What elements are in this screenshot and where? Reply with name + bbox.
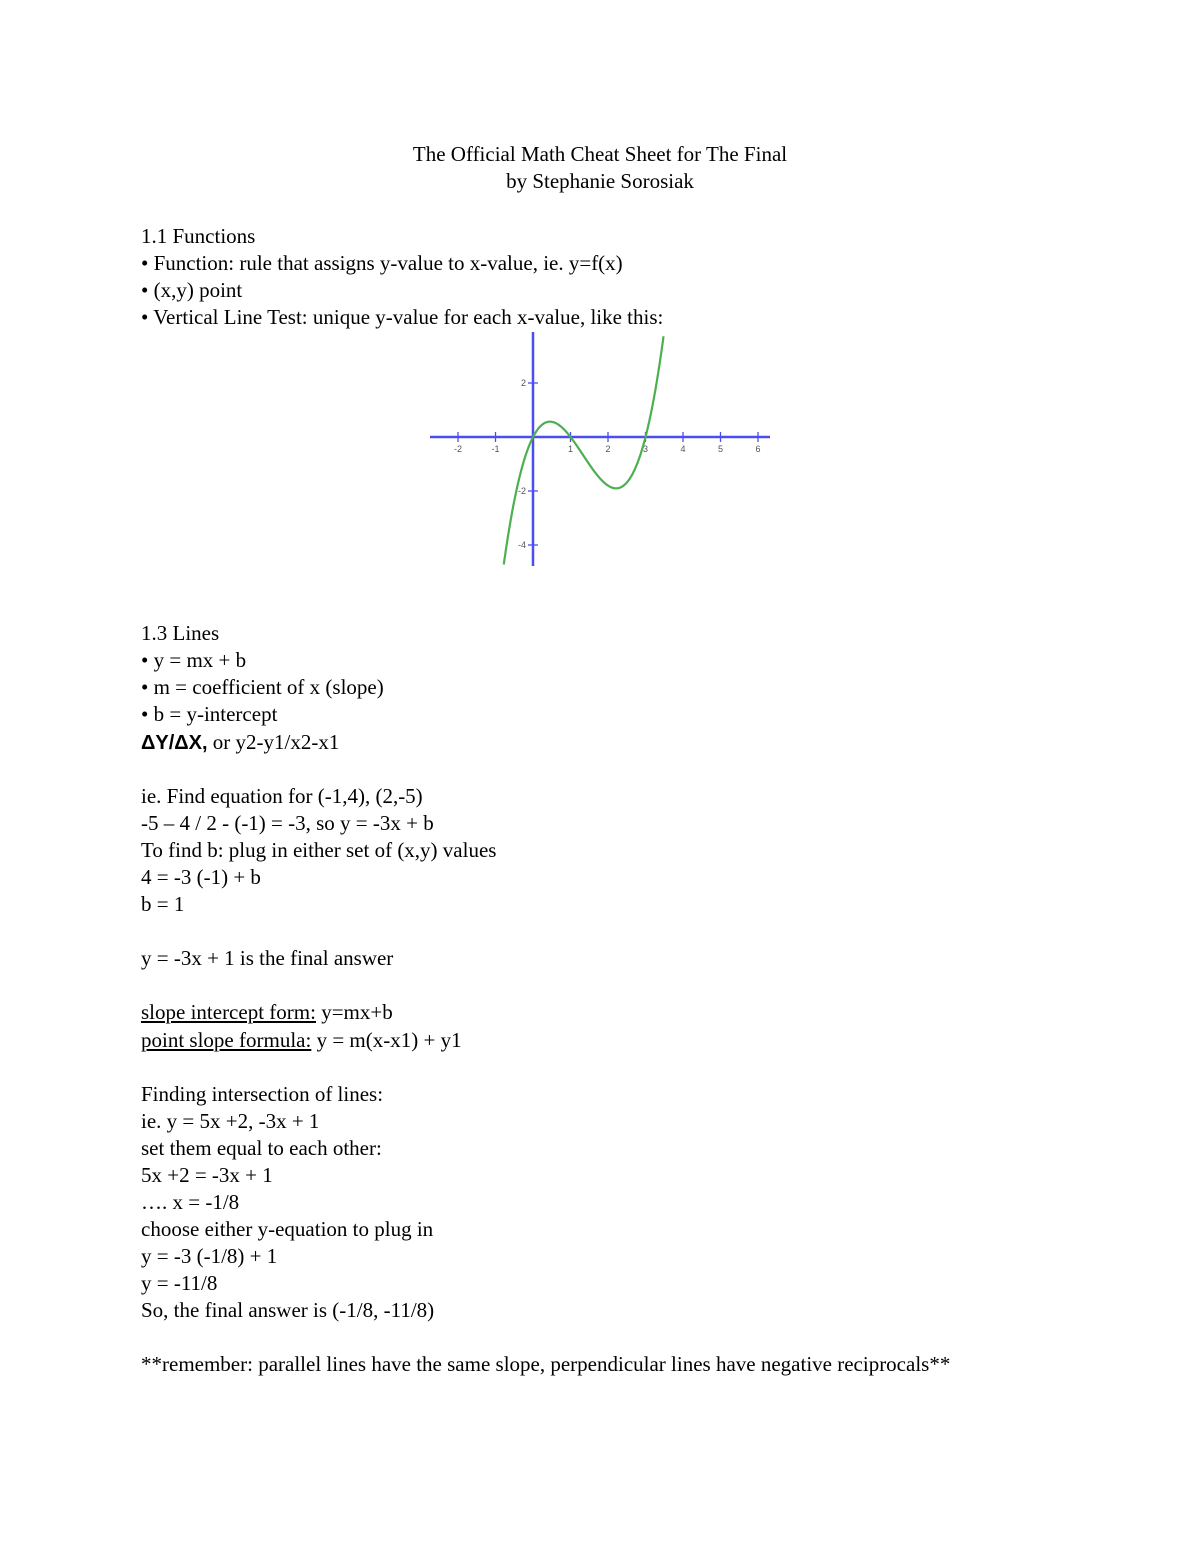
intersection-line-3: set them equal to each other:: [141, 1136, 382, 1160]
remember-note: **remember: parallel lines have the same slope, perpendicular lines have negative reciprocals**: [141, 1352, 951, 1376]
bullet-function-def: • Function: rule that assigns y-value to x-value, ie. y=f(x): [141, 251, 623, 275]
intersection-line-5: …. x = -1/8: [141, 1190, 240, 1214]
intersection-line-7: y = -3 (-1/8) + 1: [141, 1244, 278, 1268]
example-line-3: To find b: plug in either set of (x,y) values: [141, 838, 497, 862]
x-tick-label: 6: [755, 444, 761, 454]
page-title: The Official Math Cheat Sheet for The Final: [412, 142, 788, 166]
bullet-slope-intercept: • y = mx + b: [141, 648, 247, 672]
intersection-line-9: So, the final answer is (-1/8, -11/8): [141, 1298, 435, 1322]
bullet-b-def: • b = y-intercept: [141, 702, 278, 726]
intersection-line-6: choose either y-equation to plug in: [141, 1217, 434, 1241]
point-slope-label: point slope formula:: [141, 1028, 312, 1052]
cubic-function-graph: [426, 328, 772, 568]
point-slope-formula: [141, 1027, 462, 1054]
y-tick-label: -4: [517, 540, 526, 550]
y-tick-label: -2: [517, 486, 526, 496]
x-tick-label: 2: [605, 444, 611, 454]
function-curve: [504, 336, 664, 564]
intersection-line-8: y = -11/8: [141, 1271, 218, 1295]
example-line-2: -5 – 4 / 2 - (-1) = -3, so y = -3x + b: [141, 811, 434, 835]
bullet-point: • (x,y) point: [141, 278, 243, 302]
x-tick-label: 1: [567, 444, 574, 454]
slope-formula-rest: or y2-y1/x2-x1: [207, 730, 340, 754]
example-line-1: ie. Find equation for (-1,4), (2,-5): [141, 784, 423, 808]
delta-symbol: ΔY/ΔX,: [141, 732, 208, 754]
example-line-4: 4 = -3 (-1) + b: [141, 865, 261, 889]
intersection-line-4: 5x +2 = -3x + 1: [141, 1163, 273, 1187]
y-tick-label: 2: [520, 378, 526, 388]
point-slope-formula-text: y = m(x-x1) + y1: [311, 1028, 462, 1052]
section-heading-lines: 1.3 Lines: [141, 621, 220, 645]
slope-intercept-form: [141, 999, 393, 1026]
slope-intercept-formula: y=mx+b: [315, 1000, 393, 1024]
x-tick-label: -1: [491, 444, 500, 454]
x-tick-label: 4: [680, 444, 686, 454]
x-tick-label: 3: [642, 444, 649, 454]
x-tick-labels: [454, 444, 761, 454]
example-line-5: b = 1: [141, 892, 185, 916]
bullet-vertical-line-test: • Vertical Line Test: unique y-value for each x-value, like this:: [141, 305, 664, 329]
slope-formula: [141, 729, 339, 757]
section-heading-functions: 1.1 Functions: [141, 224, 256, 248]
slope-intercept-label: slope intercept form:: [141, 1000, 316, 1024]
x-tick-label: -2: [453, 444, 463, 454]
intersection-line-2: ie. y = 5x +2, -3x + 1: [141, 1109, 320, 1133]
intersection-line-1: Finding intersection of lines:: [141, 1082, 384, 1106]
bullet-m-def: • m = coefficient of x (slope): [141, 675, 384, 699]
x-tick-label: 5: [717, 444, 724, 454]
example-answer: y = -3x + 1 is the final answer: [141, 946, 394, 970]
author-line: by Stephanie Sorosiak: [506, 169, 694, 193]
